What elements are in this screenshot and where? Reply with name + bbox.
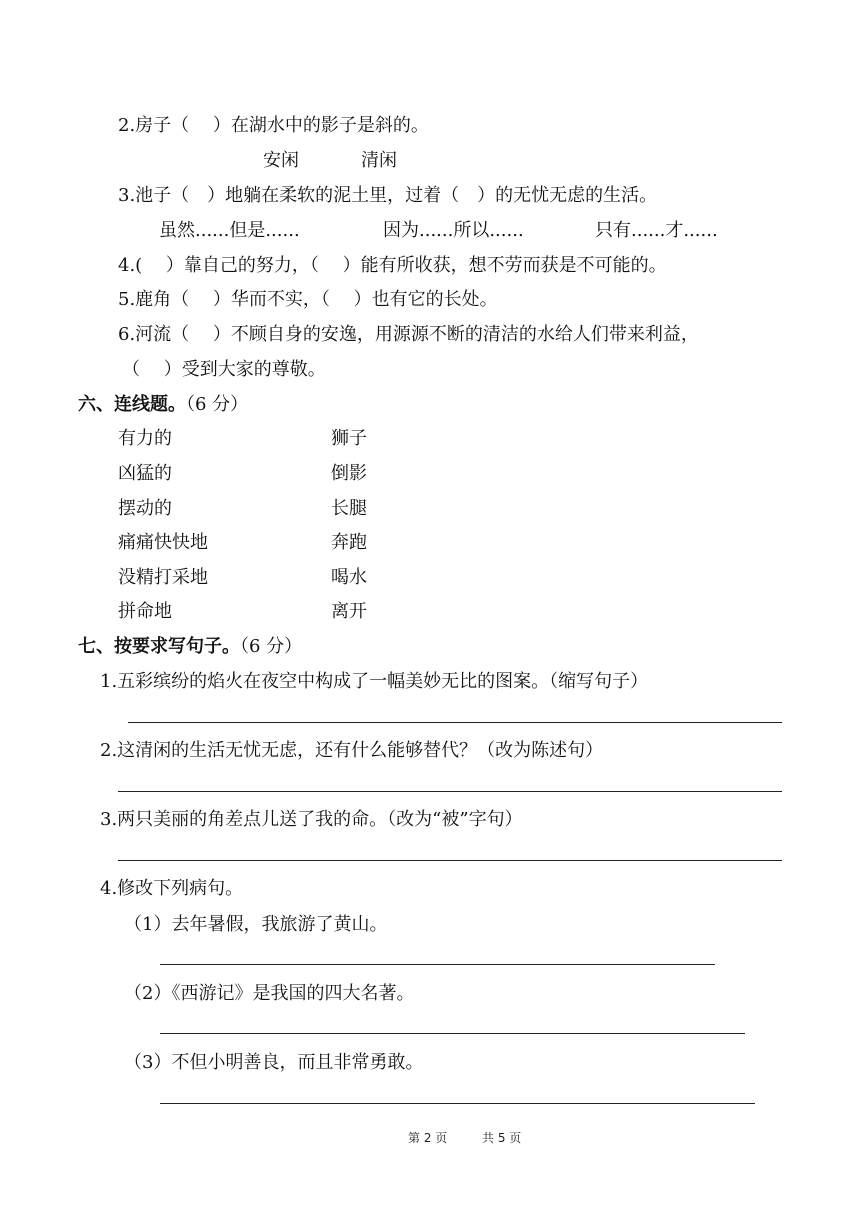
question-7-4-2: （2）《西游记》是我国的四大名著。 [124, 983, 415, 1004]
section-7-score: （6 分） [240, 636, 303, 657]
question-7-1: 1.五彩缤纷的焰火在夜空中构成了一幅美妙无比的图案。（缩写句子） [100, 671, 649, 692]
question-5-2: 2.房子（ ）在湖水中的影子是斜的。 [118, 115, 429, 136]
section-6-heading [78, 392, 248, 418]
section-7-heading [78, 634, 302, 660]
conjunction-option-3: 只有......才...... [595, 220, 718, 241]
page-total: 共 5 页 [482, 1131, 522, 1145]
answer-line-7-4-3[interactable] [160, 1103, 755, 1104]
question-7-2: 2.这清闲的生活无忧无虑，还有什么能够替代？（改为陈述句） [100, 740, 604, 761]
question-7-4-1: （1）去年暑假，我旅游了黄山。 [124, 914, 388, 935]
match-left-1: 有力的 [118, 428, 172, 449]
section-6-title: 六、连线题。 [78, 394, 186, 415]
match-right-1: 狮子 [331, 428, 367, 449]
match-left-2: 凶猛的 [118, 463, 172, 484]
section-7-title: 七、按要求写句子。 [78, 636, 240, 657]
match-left-3: 摆动的 [118, 498, 172, 519]
match-left-6: 拼命地 [118, 601, 172, 622]
match-right-3: 长腿 [331, 498, 367, 519]
section-6-score: （6 分） [186, 394, 249, 415]
question-5-3: 3.池子（ ）地躺在柔软的泥土里，过着（ ）的无忧无虑的生活。 [118, 185, 658, 206]
match-left-5: 没精打采地 [118, 567, 208, 588]
answer-line-7-4-1[interactable] [160, 964, 715, 965]
question-7-4: 4.修改下列病句。 [100, 878, 244, 899]
question-5-6-continued: （ ）受到大家的尊敬。 [122, 359, 326, 380]
answer-line-7-4-2[interactable] [160, 1033, 745, 1034]
answer-line-7-2[interactable] [118, 791, 782, 792]
answer-line-7-3[interactable] [118, 860, 782, 861]
question-7-4-3: （3）不但小明善良，而且非常勇敢。 [124, 1052, 424, 1073]
match-right-4: 奔跑 [331, 532, 367, 553]
question-5-4: 4.( ）靠自己的努力，（ ）能有所收获，想不劳而获是不可能的。 [118, 255, 667, 276]
answer-line-7-1[interactable] [128, 722, 782, 723]
word-option-1: 安闲 [263, 150, 299, 171]
question-5-6: 6.河流（ ）不顾自身的安逸，用源源不断的清洁的水给人们带来利益， [118, 324, 699, 345]
question-7-3: 3.两只美丽的角差点儿送了我的命。（改为“被”字句） [100, 809, 523, 830]
match-right-5: 喝水 [331, 567, 367, 588]
match-right-2: 倒影 [331, 463, 367, 484]
match-right-6: 离开 [331, 601, 367, 622]
match-left-4: 痛痛快快地 [118, 532, 208, 553]
page-number: 第 2 页 [408, 1131, 448, 1145]
conjunction-option-1: 虽然......但是...... [159, 220, 300, 241]
question-5-5: 5.鹿角（ ）华而不实，（ ）也有它的长处。 [118, 289, 498, 310]
word-option-2: 清闲 [361, 150, 397, 171]
conjunction-option-2: 因为......所以...... [383, 220, 524, 241]
